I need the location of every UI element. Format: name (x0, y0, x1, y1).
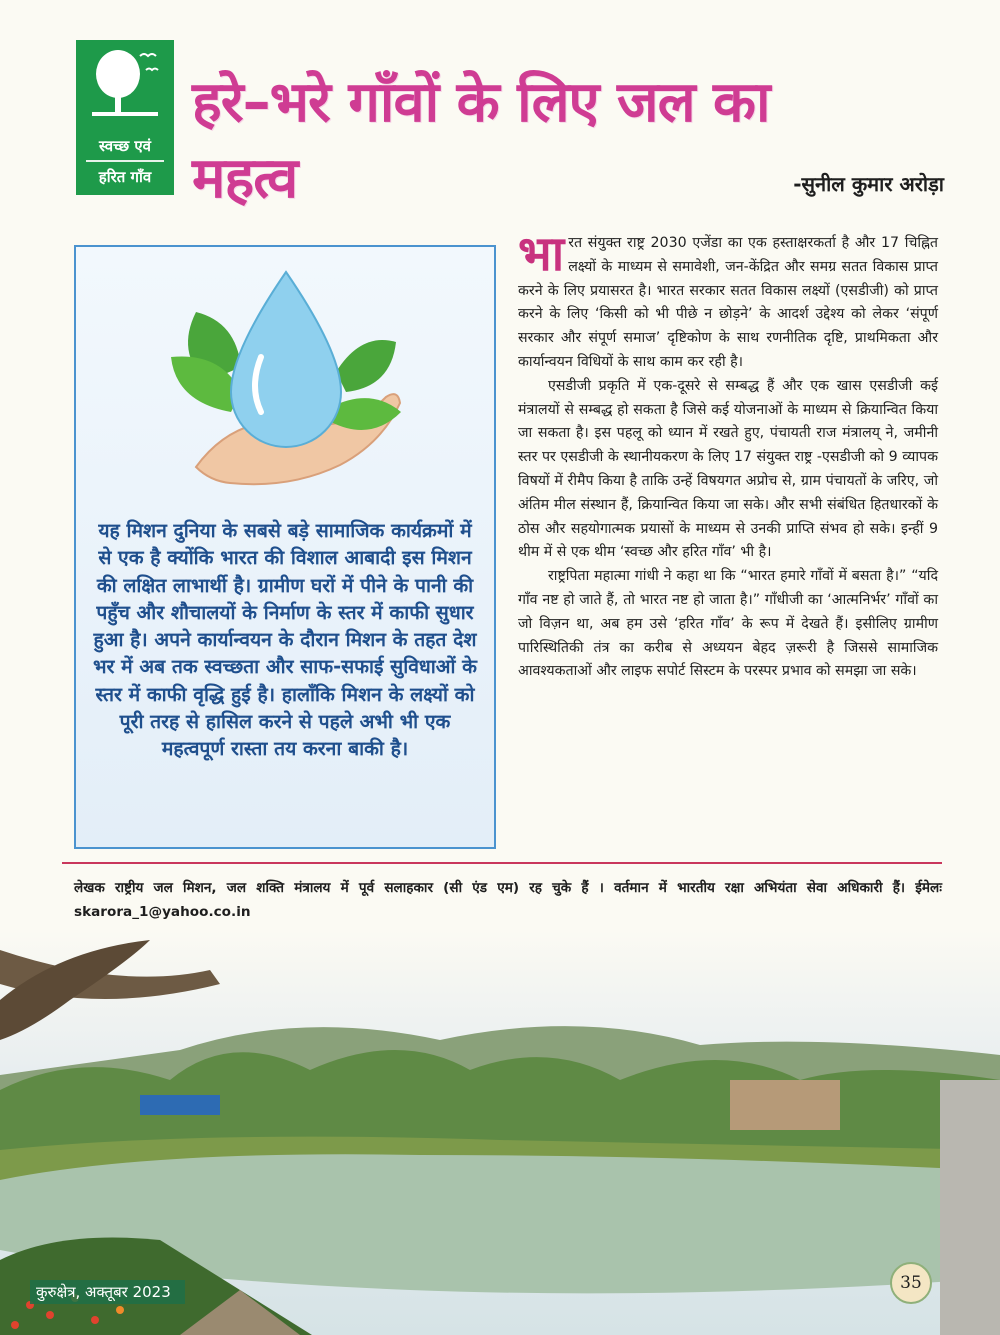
dropcap: भा (518, 226, 565, 282)
footnote-divider (62, 862, 942, 864)
panel-quote: यह मिशन दुनिया के सबसे बड़े सामाजिक कार्यक्रमों में से एक है क्योंकि भारत की विशाल आबादी इस मिशन की लक्षित लाभार्थी है। ग्रामीण घरों में पीने के पानी की पहुँच और शौचालयों के निर्माण के स्तर में काफी सुधार हुआ है। अपने कार्यान्वयन के दौरान मिशन के तहत देश भर में अब तक स्वच्छता और साफ-सफाई सुविधाओं के स्तर में काफी वृद्धि हुई है। हालाँकि मिशन के लक्ष्यों को पूरी तरह से हासिल करने से पहले अभी भी एक महत्वपूर्ण रास्ता तय करना बाकी है। (92, 519, 477, 761)
highlight-panel (74, 245, 496, 849)
village-pond-photo (0, 930, 1000, 1335)
author-footnote (74, 876, 942, 924)
water-drop-leaves-hand-icon (166, 262, 406, 512)
badge-line1: स्वच्छ एवं (98, 137, 152, 155)
paragraph-1 (518, 226, 938, 375)
badge-line2: हरित गाँव (98, 168, 152, 186)
section-badge (76, 40, 174, 195)
paragraph-1-text: रत संयुक्त राष्ट्र 2030 एजेंडा का एक हस्ताक्षरकर्ता है और 17 चिह्नित लक्ष्यों के माध्यम से समावेशी, जन-केंद्रित और समग्र सतत विकास प्राप्त करने के लिए प्रयासरत है। भारत सरकार सतत विकास लक्ष्यों (एसडीजी) को प्राप्त करने के लिए ‘किसी को भी पीछे न छोड़ने’ के आदर्श उद्देश्य को लेकर ‘संपूर्ण सरकार और संपूर्ण समाज’ दृष्टिकोण के साथ रणनीतिक दृष्टि, प्राथमिकता और कार्यान्वयन विधियों के साथ काम कर रही है। (518, 235, 938, 370)
folio: कुरुक्षेत्र, अक्तूबर 2023 (30, 1280, 185, 1304)
paragraph-3: राष्ट्रपिता महात्मा गांधी ने कहा था कि “भारत हमारे गाँवों में बसता है।” “यदि गाँव नष्ट हो जाते हैं, तो भारत नष्ट हो जाता है।” गाँधीजी का ‘आत्मनिर्भर’ गाँवों का जो विज़न था, अब हम उसे ‘हरित गाँव’ के रूप में देखते हैं। इसीलिए ग्रामीण पारिस्थितिकी तंत्र का करीब से अध्ययन बेहद ज़रूरी है जिससे सामाजिक आवश्यकताओं और लाइफ सपोर्ट सिस्टम के परस्पर प्रभाव को समझा जा सके। (518, 568, 938, 680)
article-body (518, 226, 938, 684)
paragraph-2: एसडीजी प्रकृति में एक-दूसरे से सम्बद्ध हैं और एक खास एसडीजी कई मंत्रालयों से सम्बद्ध हो सकता है जिसे कई योजनाओं के माध्यम से क्रियान्वित किया जा सकता है। इस पहलू को ध्यान में रखते हुए, पंचायती राज मंत्रालय् ने, जमीनी स्तर पर एसडीजी के स्थानीयकरण के लिए 17 संयुक्त राष्ट्र -एसडीजी को 9 व्यापक विषयों में रीमैप किया है ताकि उन्हें विषयगत अप्रोच से, ग्राम पंचायतों के जरिए, जो अंतिम मील संस्थान हैं, क्रियान्वित किया जा सके। और सभी संबंधित हितधारकों के ठोस और सहयोगात्मक प्रयासों के माध्यम से उनकी प्राप्ति संभव हो सके। इन्हीं 9 थीम में से एक थीम ‘स्वच्छ और हरित गाँव’ भी है। (518, 377, 938, 561)
article-title: हरे–भरे गाँवों के लिए जल का महत्व (192, 70, 770, 211)
page-number: 35 (890, 1262, 932, 1304)
footnote-text: लेखक राष्ट्रीय जल मिशन, जल शक्ति मंत्रालय में पूर्व सलाहकार (सी एंड एम) रह चुके हैं । वर्तमान में भारतीय रक्षा अभियंता सेवा अधिकारी हैं। ईमेलः (74, 880, 942, 896)
article-author: -सुनील कुमार अरोड़ा (793, 172, 944, 196)
tree-with-birds-icon (84, 44, 166, 126)
badge-divider (86, 160, 164, 162)
author-email[interactable]: skarora_1@yahoo.co.in (74, 904, 251, 920)
